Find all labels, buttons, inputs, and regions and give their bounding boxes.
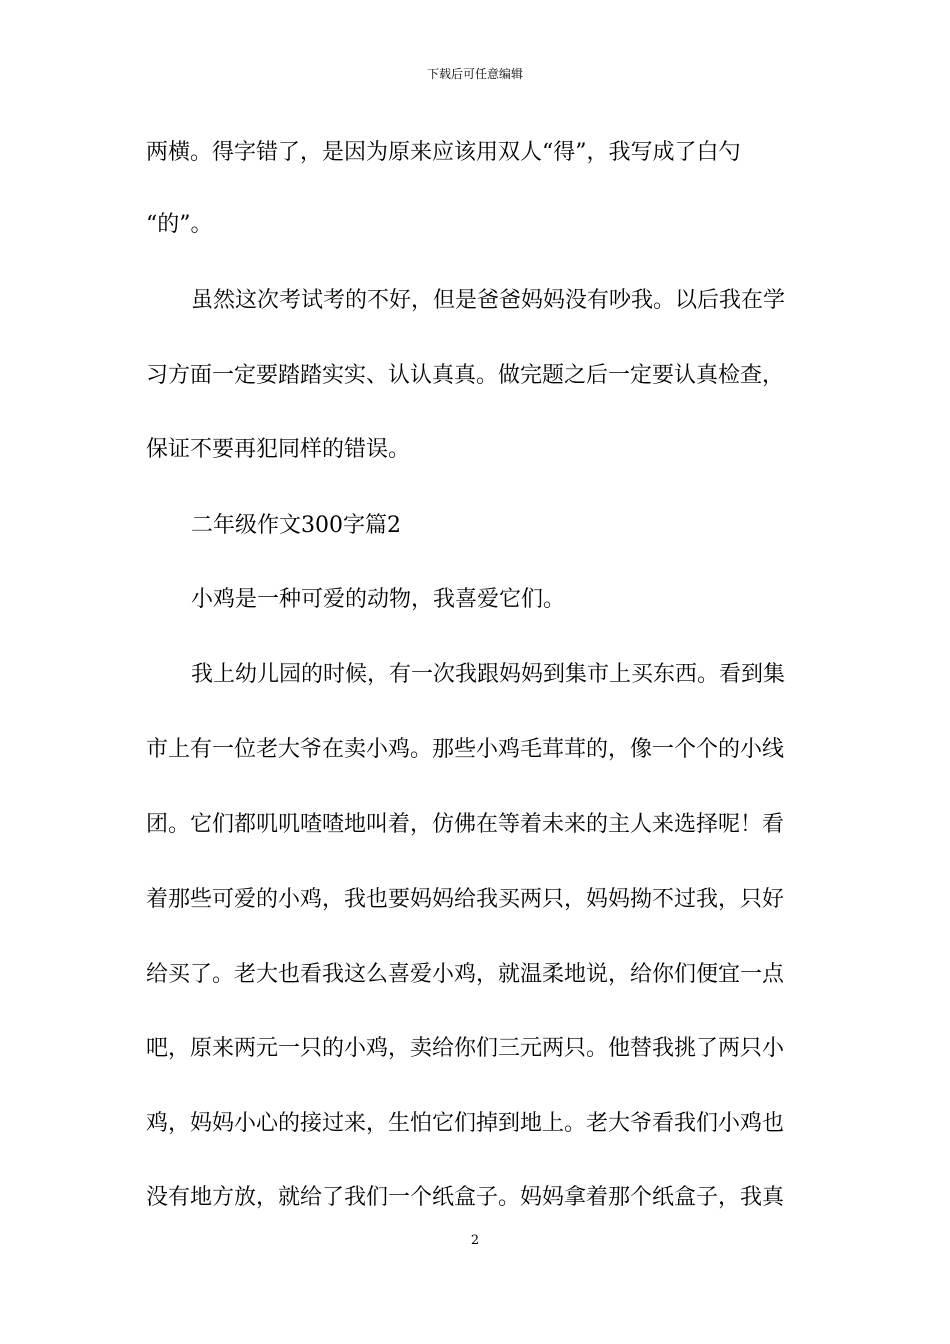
- text-line: 虽然这次考试考的不好，但是爸爸妈妈没有吵我。以后我在学: [191, 288, 786, 313]
- text-line: 鸡，妈妈小心的接过来，生怕它们掉到地上。老大爷看我们小鸡也: [146, 1111, 785, 1136]
- text-line: 着那些可爱的小鸡，我也要妈妈给我买两只，妈妈拗不过我，只好: [146, 887, 785, 912]
- page-number: 2: [470, 1233, 480, 1248]
- text-line: 吧，原来两元一只的小鸡，卖给你们三元两只。他替我挑了两只小: [146, 1036, 785, 1061]
- text-line: 我上幼儿园的时候，有一次我跟妈妈到集市上买东西。看到集: [191, 662, 786, 687]
- text-line: 市上有一位老大爷在卖小鸡。那些小鸡毛茸茸的，像一个个的小线: [146, 737, 785, 762]
- text-line: 两横。得字错了，是因为原来应该用双人“得”，我写成了白勺: [146, 140, 741, 165]
- text-line: 给买了。老大也看我这么喜爱小鸡，就温柔地说，给你们便宜一点: [146, 962, 785, 987]
- text-line: 保证不要再犯同样的错误。: [146, 437, 411, 462]
- section-heading: 二年级作文300字篇2: [191, 513, 401, 538]
- text-line: “的”。: [146, 212, 213, 237]
- text-line: 习方面一定要踏踏实实、认认真真。做完题之后一定要认真检查，: [146, 363, 785, 388]
- text-line: 没有地方放，就给了我们一个纸盒子。妈妈拿着那个纸盒子，我真: [146, 1185, 785, 1210]
- page-header: 下载后可任意编辑: [426, 67, 523, 81]
- text-line: 小鸡是一种可爱的动物，我喜爱它们。: [191, 587, 566, 612]
- text-line: 团。它们都叽叽喳喳地叫着，仿佛在等着未来的主人来选择呢！看: [146, 812, 785, 837]
